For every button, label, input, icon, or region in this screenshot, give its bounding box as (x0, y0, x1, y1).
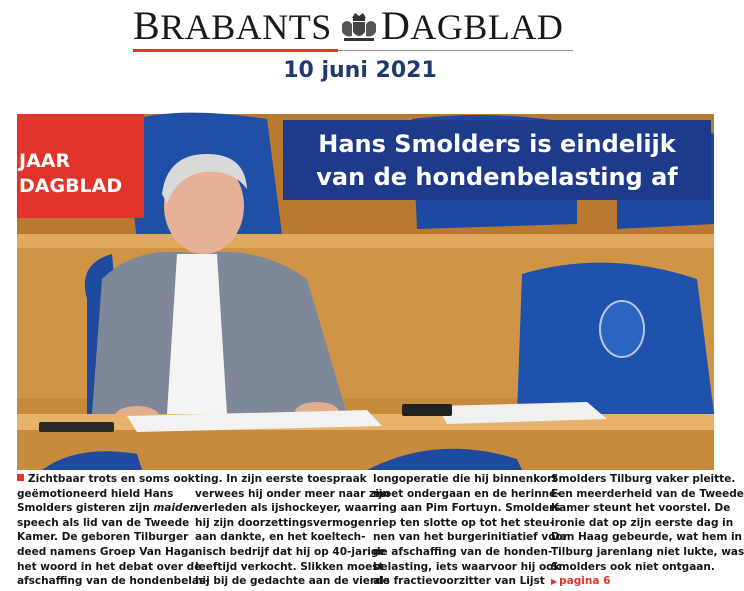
bullet-square-icon (17, 474, 24, 481)
article-line: hij bij de gedachte aan de vierde (195, 575, 390, 588)
article-line: ironie dat op zijn eerste dag in (551, 516, 734, 529)
article-line: deed namens Groep Van Haga (17, 545, 196, 558)
article-line: het woord in het debat over de (17, 560, 202, 573)
article-line: nen van het burgerinitiatief voor (373, 531, 568, 544)
article-line: Zichtbaar trots en soms ook (17, 472, 189, 487)
article-line: Smolders Tilburg vaker pleitte. (551, 473, 736, 485)
royal-crest-icon (338, 10, 380, 44)
article-line: Kamer steunt het voorstel. De (551, 502, 731, 515)
headline-line2: van de hondenbelasting af (316, 163, 678, 191)
article-line: leeftijd verkocht. Slikken moest (195, 560, 384, 573)
article-line: Een meerderheid van de Tweede (551, 487, 744, 500)
article-photo (17, 114, 714, 470)
badge-line2: DAGBLAD (19, 175, 123, 197)
page-reference[interactable]: ▶ pagina 6 (551, 575, 611, 588)
article-line: afschaffing van de hondenbelas- (17, 575, 210, 588)
article-line: verleden als ijshockeyer, waar (195, 502, 374, 515)
article-line: longoperatie die hij binnenkort (373, 473, 558, 485)
article-line: Smolders gisteren zijn maiden (17, 502, 198, 515)
article-line: ring aan Pim Fortuyn. Smolders (373, 502, 561, 515)
headline-box (283, 120, 711, 200)
article-line: aan dankte, en het koeltech- (195, 531, 366, 544)
article-line: Kamer. De geboren Tilburger (17, 531, 189, 544)
article-line: Smolders ook niet ontgaan. (551, 560, 715, 573)
article-line: riep ten slotte op tot het steu- (373, 516, 555, 529)
masthead-rule-red (133, 49, 338, 52)
article-column-3 (373, 472, 568, 589)
masthead-dagblad: DAGBLAD (381, 3, 564, 48)
article-line: nisch bedrijf dat hij op 40-jarige (195, 545, 386, 558)
arrow-right-icon: ▶ (551, 577, 558, 587)
article-line: Den Haag gebeurde, wat hem in (551, 531, 743, 544)
article-line: hij zijn doorzettingsvermogen (195, 516, 373, 529)
article-line: Tilburg jarenlang niet lukte, was (551, 545, 744, 558)
article-line: de afschaffing van de honden- (373, 545, 553, 558)
article-line: moet ondergaan en de herinne- (373, 487, 561, 500)
anniversary-badge (17, 114, 144, 218)
masthead-brabants: BRABANTS (133, 3, 332, 48)
masthead (133, 3, 573, 48)
article-line: speech als lid van de Tweede (17, 516, 190, 529)
article-column-4 (551, 472, 744, 590)
headline-line1: Hans Smolders is eindelijk (318, 130, 676, 158)
badge-line1: JAAR (19, 150, 71, 172)
article-line: ting. In zijn eerste toespraak (195, 473, 367, 485)
publication-date: 10 juni 2021 (283, 58, 437, 83)
masthead-rule-grey (338, 50, 573, 51)
article-column-2 (195, 472, 390, 589)
article-line: geëmotioneerd hield Hans (17, 487, 174, 500)
article-line: belasting, iets waarvoor hij ook (373, 560, 561, 573)
article-column-1 (17, 472, 210, 589)
article-line: verwees hij onder meer naar zijn (195, 487, 390, 500)
article-line: als fractievoorzitter van Lijst (373, 575, 545, 588)
